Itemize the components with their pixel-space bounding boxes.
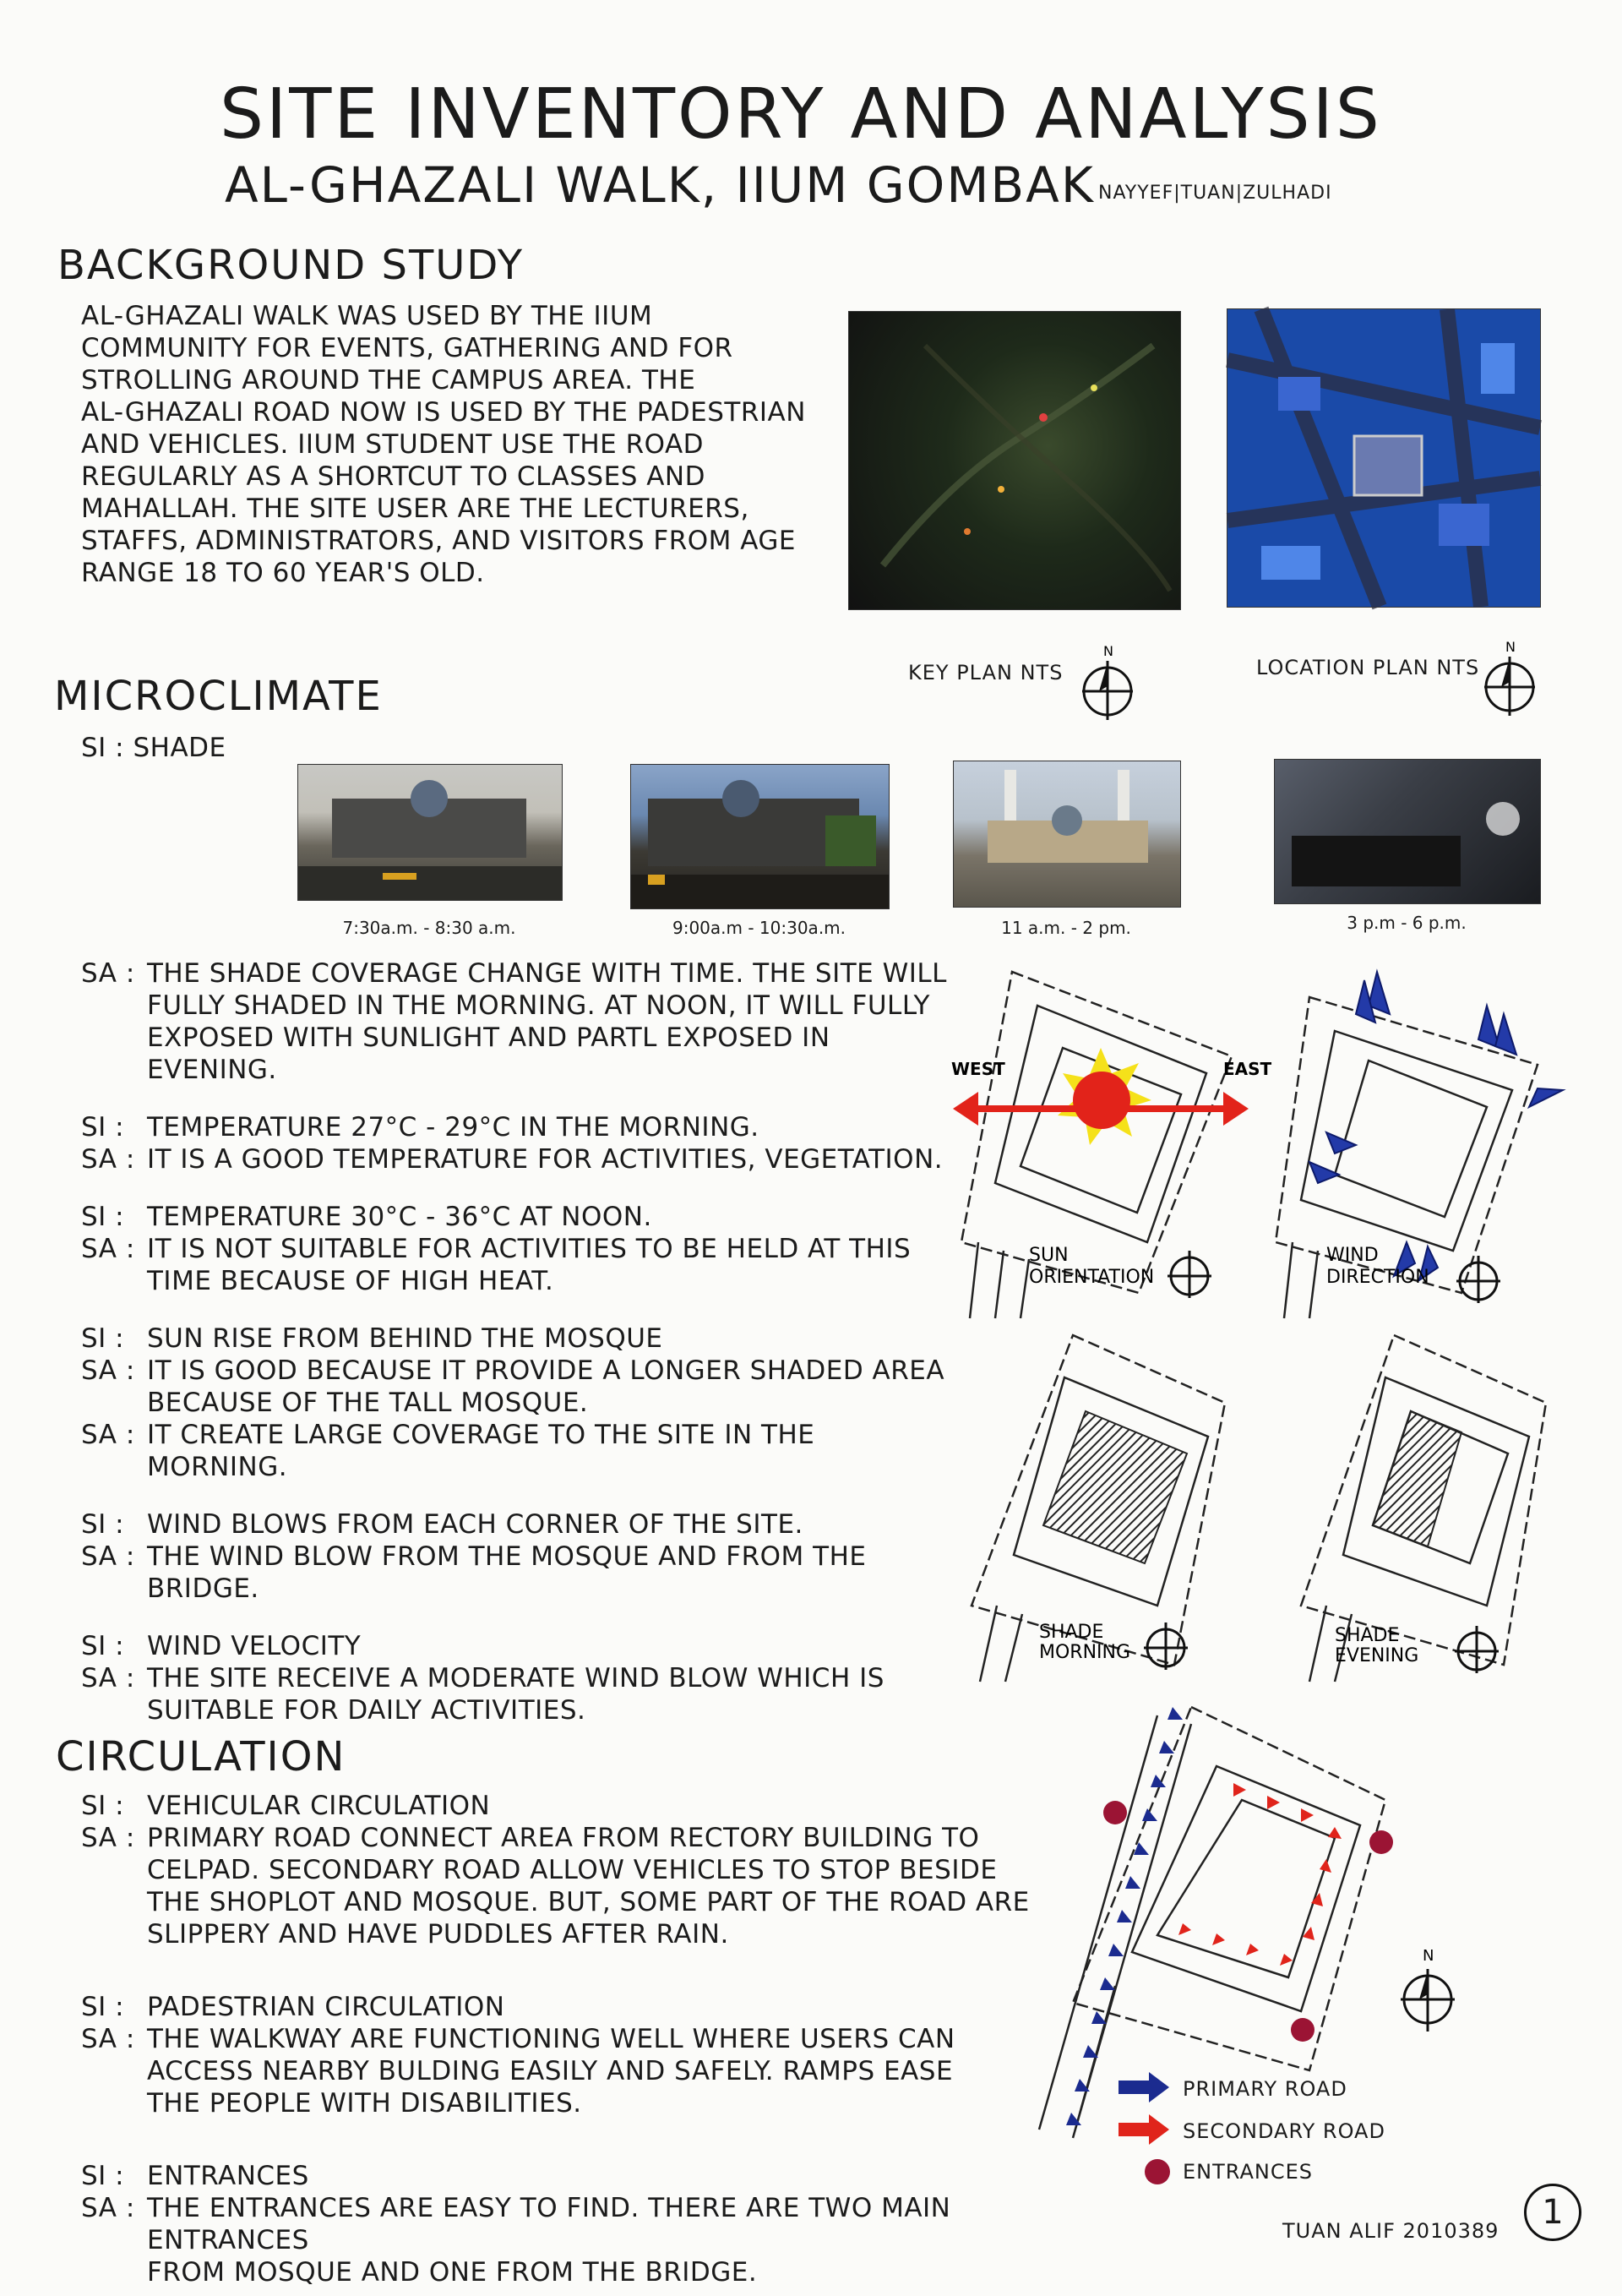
north-arrow-icon xyxy=(1480,638,1539,714)
analysis-block xyxy=(81,1630,960,1662)
text-line: ENTRANCES xyxy=(147,2161,309,2191)
analysis-block xyxy=(81,1541,960,1605)
block-label: SI : xyxy=(81,1631,125,1661)
page-number: 1 xyxy=(1524,2184,1581,2241)
authors: NAYYEF|TUAN|ZULHADI xyxy=(1098,183,1332,204)
text-line: SUITABLE FOR DAILY ACTIVITIES. xyxy=(147,1695,586,1726)
text-line: IT CREATE LARGE COVERAGE TO THE SITE IN THE MORNING. xyxy=(147,1420,815,1482)
text-line: TIME BECAUSE OF HIGH HEAT. xyxy=(147,1266,554,1296)
analysis-block xyxy=(81,1790,1078,1822)
analysis-block xyxy=(81,2160,1078,2192)
text-line: EXPOSED WITH SUNLIGHT AND PARTL EXPOSED IN EVENING. xyxy=(147,1023,830,1085)
analysis-block xyxy=(81,1111,960,1143)
analysis-block xyxy=(81,1662,960,1726)
analysis-block xyxy=(81,1201,960,1233)
text-line: IT IS NOT SUITABLE FOR ACTIVITIES TO BE HELD AT THIS xyxy=(147,1234,912,1264)
text-line: FULLY SHADED IN THE MORNING. AT NOON, IT WILL FULLY xyxy=(147,990,930,1021)
text-line: MAHALLAH. THE SITE USER ARE THE LECTURERS, xyxy=(81,494,749,524)
text-line: THE SHOPLOT AND MOSQUE. BUT, SOME PART OF THE ROAD ARE xyxy=(147,1887,1030,1917)
north-label: N xyxy=(1423,1947,1434,1965)
sun-orientation-diagram xyxy=(944,963,1272,1318)
text-line: BECAUSE OF THE TALL MOSQUE. xyxy=(147,1388,589,1418)
analysis-block xyxy=(81,2023,1078,2119)
analysis-block xyxy=(81,1233,960,1297)
block-label: SA : xyxy=(81,1823,135,1853)
block-label: SA : xyxy=(81,1541,135,1572)
shade-photo-4 xyxy=(1274,759,1541,904)
photo-caption: 7:30a.m. - 8:30 a.m. xyxy=(342,918,516,938)
block-label: SA : xyxy=(81,958,135,989)
location-plan-image xyxy=(1227,308,1541,608)
text-line: THE WALKWAY ARE FUNCTIONING WELL WHERE USERS CAN xyxy=(147,2024,955,2054)
block-label: SA : xyxy=(81,2024,135,2054)
analysis-block xyxy=(81,1822,1078,1950)
circulation-analysis xyxy=(81,1790,1078,2288)
block-label: SA : xyxy=(81,2193,135,2223)
text-line: THE ENTRANCES ARE EASY TO FIND. THERE ARE TWO MAIN ENTRANCES xyxy=(147,2193,951,2255)
north-label: N xyxy=(1103,643,1113,659)
background-heading: BACKGROUND STUDY xyxy=(57,242,525,289)
block-label: SA : xyxy=(81,1355,135,1386)
north-label: N xyxy=(1505,639,1516,655)
shade-photo-2 xyxy=(630,764,890,909)
text-line: VEHICULAR CIRCULATION xyxy=(147,1791,491,1821)
analysis-block xyxy=(81,1419,960,1483)
page-subtitle: AL-GHAZALI WALK, IIUM GOMBAK xyxy=(225,156,1095,214)
text-line: THE WIND BLOW FROM THE MOSQUE AND FROM THE BRIDGE. xyxy=(147,1541,867,1604)
text-line: REGULARLY AS A SHORTCUT TO CLASSES AND xyxy=(81,461,705,492)
legend-primary: PRIMARY ROAD xyxy=(1183,2077,1347,2101)
diagram-label: SHADE xyxy=(1039,1622,1104,1643)
photo-caption: 11 a.m. - 2 pm. xyxy=(1001,918,1131,938)
diagram-label: EVENING xyxy=(1335,1645,1419,1666)
si-shade: SI : SHADE xyxy=(81,733,226,763)
diagram-label: DIRECTION xyxy=(1326,1267,1429,1288)
text-line: STAFFS, ADMINISTRATORS, AND VISITORS FROM AGE xyxy=(81,526,797,556)
text-line: THE SHADE COVERAGE CHANGE WITH TIME. THE SITE WILL xyxy=(147,958,947,989)
text-line: AND VEHICLES. IIUM STUDENT USE THE ROAD xyxy=(81,429,705,460)
circulation-heading: CIRCULATION xyxy=(56,1733,346,1781)
diagram-label: MORNING xyxy=(1039,1642,1131,1663)
shade-photo-3 xyxy=(953,761,1181,908)
north-arrow-icon xyxy=(1394,1944,1461,2037)
text-line: ACCESS NEARBY BULDING EASILY AND SAFELY. RAMPS EASE xyxy=(147,2056,954,2086)
west-label: WEST xyxy=(951,1059,1005,1079)
text-line: SUN RISE FROM BEHIND THE MOSQUE xyxy=(147,1323,663,1354)
key-plan-label: KEY PLAN NTS xyxy=(908,661,1064,684)
diagram-label: ORIENTATION xyxy=(1029,1267,1155,1288)
diagram-label: SHADE xyxy=(1335,1625,1400,1646)
shade-photo-1 xyxy=(297,764,563,901)
text-line: RANGE 18 TO 60 YEAR'S OLD. xyxy=(81,558,485,588)
analysis-block xyxy=(81,2192,1078,2288)
text-line: WIND VELOCITY xyxy=(147,1631,362,1661)
analysis-block xyxy=(81,957,960,1086)
microclimate-heading: MICROCLIMATE xyxy=(54,673,383,720)
photo-caption: 3 p.m - 6 p.m. xyxy=(1347,913,1467,933)
block-label: SI : xyxy=(81,1323,125,1354)
block-label: SI : xyxy=(81,2161,125,2191)
text-line: FROM MOSQUE AND ONE FROM THE BRIDGE. xyxy=(147,2257,758,2288)
analysis-block xyxy=(81,1508,960,1541)
text-line: AL-GHAZALI ROAD NOW IS USED BY THE PADESTRIAN xyxy=(81,397,806,428)
diagram-label: WIND xyxy=(1326,1245,1379,1266)
shade-morning-diagram xyxy=(963,1327,1233,1690)
text-line: STROLLING AROUND THE CAMPUS AREA. THE xyxy=(81,365,696,395)
photo-caption: 9:00a.m - 10:30a.m. xyxy=(672,918,846,938)
text-line: IT IS GOOD BECAUSE IT PROVIDE A LONGER SHADED AREA xyxy=(147,1355,945,1386)
analysis-block xyxy=(81,1991,1078,2023)
mosque-silhouette xyxy=(298,765,562,900)
text-line: AL-GHAZALI WALK WAS USED BY THE IIUM xyxy=(81,301,653,331)
key-plan-map xyxy=(849,312,1180,609)
entrance-icon xyxy=(1140,2155,1174,2189)
text-line: THE PEOPLE WITH DISABILITIES. xyxy=(147,2088,582,2119)
diagram-label: SUN xyxy=(1029,1245,1069,1266)
mosque-silhouette xyxy=(954,761,1180,907)
location-plan-label: LOCATION PLAN NTS xyxy=(1256,656,1480,679)
legend-secondary: SECONDARY ROAD xyxy=(1183,2119,1385,2143)
secondary-road-arrow-icon xyxy=(1115,2113,1174,2146)
block-label: SA : xyxy=(81,1144,135,1175)
location-plan-map xyxy=(1227,309,1540,607)
text-line: SLIPPERY AND HAVE PUDDLES AFTER RAIN. xyxy=(147,1919,729,1950)
shade-evening-diagram xyxy=(1293,1327,1571,1690)
text-line: COMMUNITY FOR EVENTS, GATHERING AND FOR xyxy=(81,333,733,363)
text-line: TEMPERATURE 27°C - 29°C IN THE MORNING. xyxy=(147,1112,759,1143)
north-arrow-icon xyxy=(1078,642,1137,718)
block-label: SI : xyxy=(81,1791,125,1821)
block-label: SI : xyxy=(81,1202,125,1232)
text-line: IT IS A GOOD TEMPERATURE FOR ACTIVITIES, VEGETATION. xyxy=(147,1144,944,1175)
signature: TUAN ALIF 2010389 xyxy=(1282,2219,1500,2243)
text-line: PADESTRIAN CIRCULATION xyxy=(147,1992,505,2022)
key-plan-image xyxy=(848,311,1181,610)
block-label: SA : xyxy=(81,1420,135,1450)
analysis-block xyxy=(81,1355,960,1419)
page-title: SITE INVENTORY AND ANALYSIS xyxy=(220,74,1382,155)
block-label: SI : xyxy=(81,1992,125,2022)
block-label: SI : xyxy=(81,1509,125,1540)
wind-direction-diagram xyxy=(1259,963,1580,1318)
analysis-block xyxy=(81,1143,960,1175)
primary-road-arrow-icon xyxy=(1115,2070,1174,2104)
mosque-silhouette xyxy=(631,765,889,908)
text-line: THE SITE RECEIVE A MODERATE WIND BLOW WHICH IS xyxy=(147,1663,884,1693)
analysis-block xyxy=(81,1323,960,1355)
text-line: CELPAD. SECONDARY ROAD ALLOW VEHICLES TO STOP BESIDE xyxy=(147,1855,998,1885)
text-line: WIND BLOWS FROM EACH CORNER OF THE SITE. xyxy=(147,1509,803,1540)
background-text xyxy=(81,300,825,589)
block-label: SA : xyxy=(81,1663,135,1693)
evening-silhouette xyxy=(1275,760,1540,903)
legend-entrances: ENTRANCES xyxy=(1183,2160,1314,2184)
east-label: EAST xyxy=(1223,1059,1272,1079)
text-line: TEMPERATURE 30°C - 36°C AT NOON. xyxy=(147,1202,652,1232)
text-line: PRIMARY ROAD CONNECT AREA FROM RECTORY BUILDING TO xyxy=(147,1823,980,1853)
block-label: SA : xyxy=(81,1234,135,1264)
microclimate-analysis xyxy=(81,957,960,1726)
block-label: SI : xyxy=(81,1112,125,1143)
